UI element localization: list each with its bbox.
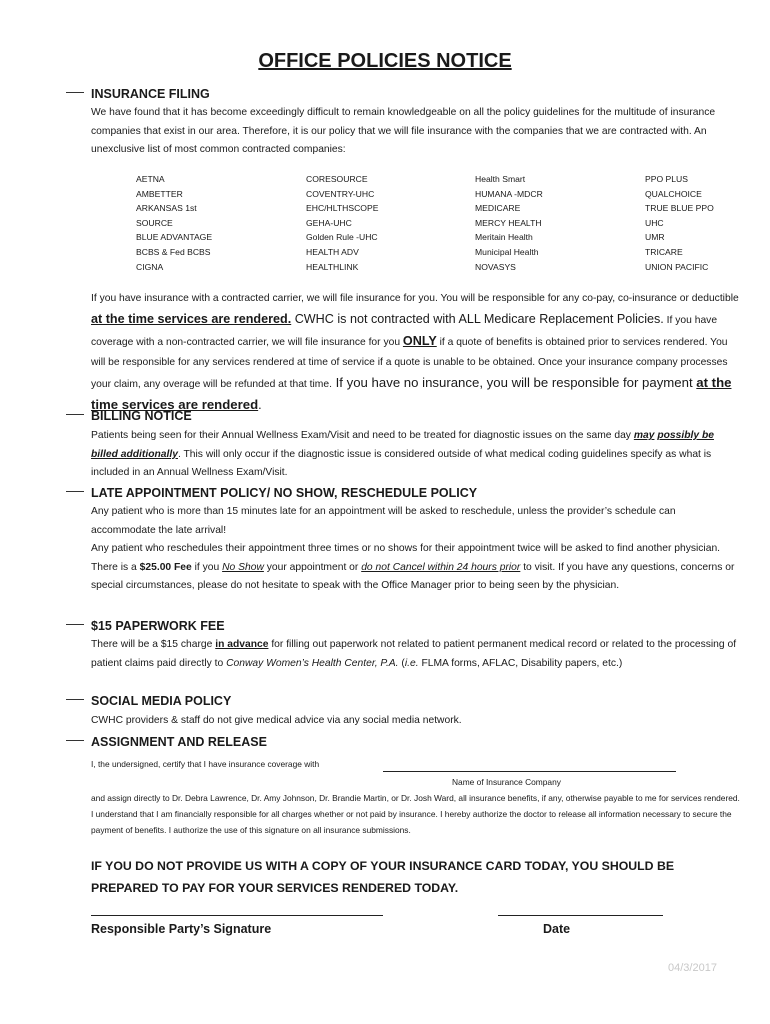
section-bullet bbox=[66, 699, 84, 700]
companies-column-3: Health Smart HUMANA -MDCR MEDICARE MERCY HEALTH Meritain Health Municipal Health NOVASYS bbox=[475, 174, 543, 272]
section-heading: INSURANCE FILING bbox=[91, 87, 210, 101]
section-social-media bbox=[66, 692, 231, 710]
late-policy-paragraph: Any patient who is more than 15 minutes late for an appointment will be asked to reschedule, unless the provider’s schedule can accommodate the late arrival! Any patient who reschedules their appointment three times or no shows for their appointment twice will be asked to find another physician. There is a $25.00 Fee if you No Show your appointment or do not Cancel within 24 hours prior to visit. If you have any questions, concerns or special circumstances, please do not hesitate to speak with the Office Manager prior to being seen by the physician. bbox=[91, 506, 735, 592]
section-bullet bbox=[66, 92, 84, 93]
insurance-company-caption: Name of Insurance Company bbox=[452, 777, 561, 787]
section-insurance-filing bbox=[66, 85, 210, 103]
insurance-card-warning: IF YOU DO NOT PROVIDE US WITH A COPY OF YOUR INSURANCE CARD TODAY, YOU SHOULD BE PREPARED TO PAY FOR YOUR SERVICES RENDERED TODAY. bbox=[91, 859, 675, 895]
revision-date: 04/3/2017 bbox=[668, 962, 717, 974]
companies-column-2: CORESOURCE COVENTRY-UHC EHC/HLTHSCOPE GEHA-UHC Golden Rule -UHC HEALTH ADV HEALTHLINK bbox=[306, 174, 379, 272]
section-heading: ASSIGNMENT AND RELEASE bbox=[91, 735, 267, 749]
insurance-intro-paragraph: We have found that it has become exceedingly difficult to remain knowledgeable on all the policy guidelines for the multitude of insurance companies that exist in our area. Therefore, it is our policy that we will file insurance with the companies that we are contracted with. An unexclusive list of most common contracted companies: bbox=[91, 107, 716, 156]
social-media-paragraph: CWHC providers & staff do not give medical advice via any social media network. bbox=[91, 715, 462, 726]
insurance-company-field[interactable] bbox=[383, 771, 676, 772]
date-field[interactable] bbox=[498, 915, 663, 916]
assignment-paragraph: and assign directly to Dr. Debra Lawrence, Dr. Amy Johnson, Dr. Brandie Martin, or Dr. Josh Ward, all insurance benefits, if any, otherwise payable to me for services rendered. I understand that I am financially responsible for all charges whether or not paid by insurance. I hereby authorize the doctor to release all information necessary to secure the payment of benefits. I authorize the use of this signature on all insurance submissions. bbox=[91, 793, 740, 835]
signature-label: Responsible Party’s Signature bbox=[91, 922, 272, 936]
section-paperwork-fee bbox=[66, 617, 225, 635]
page-title: OFFICE POLICIES NOTICE bbox=[258, 50, 512, 72]
insurance-responsibility-paragraph: If you have insurance with a contracted carrier, we will file insurance for you. You will be responsible for any co-pay, co-insurance or deductible at the time services are rendered. CWHC is not contracted with ALL Medicare Replacement Policies. If you have coverage with a non-contracted carrier, we will file insurance for you ONLY if a quote of benefits is obtained prior to services rendered. You will be responsible for any services rendered at time of service if a quote is unable to be obtained. Once your insurance company processes your claim, any overage will be refunded at that time. If you have no insurance, you will be responsible for payment at the time services are rendered. bbox=[91, 293, 739, 412]
insurance-company-line: I, the undersigned, certify that I have insurance coverage with bbox=[91, 759, 320, 769]
section-assignment-release bbox=[66, 733, 267, 751]
section-heading: $15 PAPERWORK FEE bbox=[91, 619, 225, 633]
section-billing-notice bbox=[66, 407, 192, 425]
section-heading: SOCIAL MEDIA POLICY bbox=[91, 694, 232, 708]
section-bullet bbox=[66, 491, 84, 492]
section-late-appointment bbox=[66, 484, 477, 502]
date-label: Date bbox=[543, 922, 571, 936]
section-bullet bbox=[66, 624, 84, 625]
section-heading: LATE APPOINTMENT POLICY/ NO SHOW, RESCHEDULE POLICY bbox=[91, 486, 478, 500]
section-heading: BILLING NOTICE bbox=[91, 409, 192, 423]
companies-column-1: AETNA AMBETTER ARKANSAS 1st SOURCE BLUE ADVANTAGE BCBS & Fed BCBS CIGNA bbox=[136, 174, 213, 272]
paperwork-paragraph: There will be a $15 charge in advance for filling out paperwork not related to patient permanent medical record or related to the processing of patient claims paid directly to Conway Women’s Health Center, P.A. (i.e. FLMA forms, AFLAC, Disability papers, etc.) bbox=[91, 639, 737, 669]
companies-column-4: PPO PLUS QUALCHOICE TRUE BLUE PPO UHC UMR TRICARE UNION PACIFIC bbox=[645, 174, 714, 272]
signature-field[interactable] bbox=[91, 915, 383, 916]
section-bullet bbox=[66, 740, 84, 741]
section-bullet bbox=[66, 414, 84, 415]
billing-paragraph: Patients being seen for their Annual Wellness Exam/Visit and need to be treated for diagnostic issues on the same day may possibly be billed additionally. This will only occur if the diagnostic issue is considered outside of what medical coding guidelines specify as what is included in an Annual Wellness Exam/Visit. bbox=[91, 430, 714, 479]
